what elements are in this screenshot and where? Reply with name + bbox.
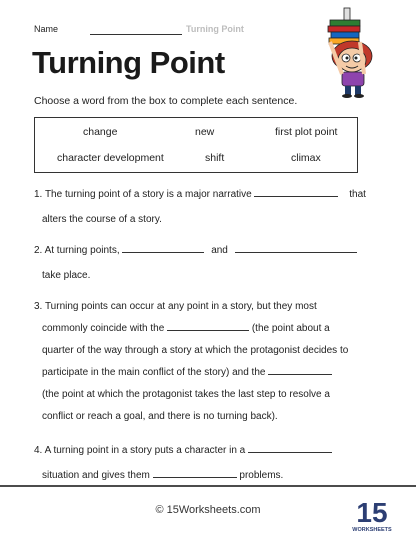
word-first-plot-point: first plot point — [275, 126, 338, 138]
q2-text-a: 2. At turning points, — [34, 245, 120, 256]
question-2 — [34, 240, 374, 286]
q3-line-3: quarter of the way through a story at which the protagonist decides to — [42, 345, 349, 356]
word-new: new — [195, 126, 215, 138]
q3-line-2b: (the point about a — [251, 323, 330, 334]
page-title: Turning Point — [32, 45, 225, 80]
word-climax: climax — [291, 152, 321, 164]
q2-blank-1[interactable] — [122, 243, 204, 253]
q4-line-2b: problems. — [239, 470, 284, 481]
q3-blank-1[interactable] — [167, 321, 249, 331]
footer-copyright: © 15Worksheets.com — [155, 504, 261, 516]
instructions: Choose a word from the box to complete each sentence. — [34, 95, 298, 107]
question-4 — [34, 440, 374, 486]
q1-text-c: alters the course of a story. — [42, 214, 162, 225]
q1-blank-1[interactable] — [254, 187, 338, 197]
q3-blank-2[interactable] — [268, 365, 332, 375]
q2-text-b: and — [211, 245, 228, 256]
word-character-development: character development — [57, 152, 164, 164]
q4-blank-2[interactable] — [153, 468, 237, 478]
name-label: Name — [34, 24, 59, 34]
q3-line-5: (the point at which the protagonist takes the last step to resolve a — [42, 389, 330, 400]
q3-line-2a: commonly coincide with the — [42, 323, 165, 334]
q3-line-4: participate in the main conflict of the story) and the — [42, 367, 266, 378]
q1-text-a: 1. The turning point of a story is a major narrative — [34, 189, 252, 200]
word-box — [34, 117, 358, 173]
q3-line-6: conflict or reach a goal, and there is no turning back). — [42, 411, 278, 422]
question-3 — [34, 296, 374, 428]
q1-text-b: that — [349, 189, 366, 200]
name-line[interactable] — [90, 34, 182, 35]
logo-number: 15 — [356, 497, 388, 528]
student-mascot-illustration — [318, 6, 384, 98]
question-1 — [34, 184, 374, 230]
footer-divider — [0, 485, 416, 487]
q4-blank-1[interactable] — [248, 443, 332, 453]
logo-text: WORKSHEETS — [352, 527, 392, 533]
q2-blank-2[interactable] — [235, 243, 357, 253]
q4-line-1: 4. A turning point in a story puts a character in a — [34, 445, 246, 456]
15worksheets-logo — [352, 496, 392, 539]
word-change: change — [83, 126, 118, 138]
q3-line-1: 3. Turning points can occur at any point in a story, but they most — [34, 301, 317, 312]
q4-line-2a: situation and gives them — [42, 470, 150, 481]
q2-text-c: take place. — [42, 270, 91, 281]
header-subtitle: Turning Point — [186, 24, 244, 34]
word-shift: shift — [205, 152, 225, 164]
